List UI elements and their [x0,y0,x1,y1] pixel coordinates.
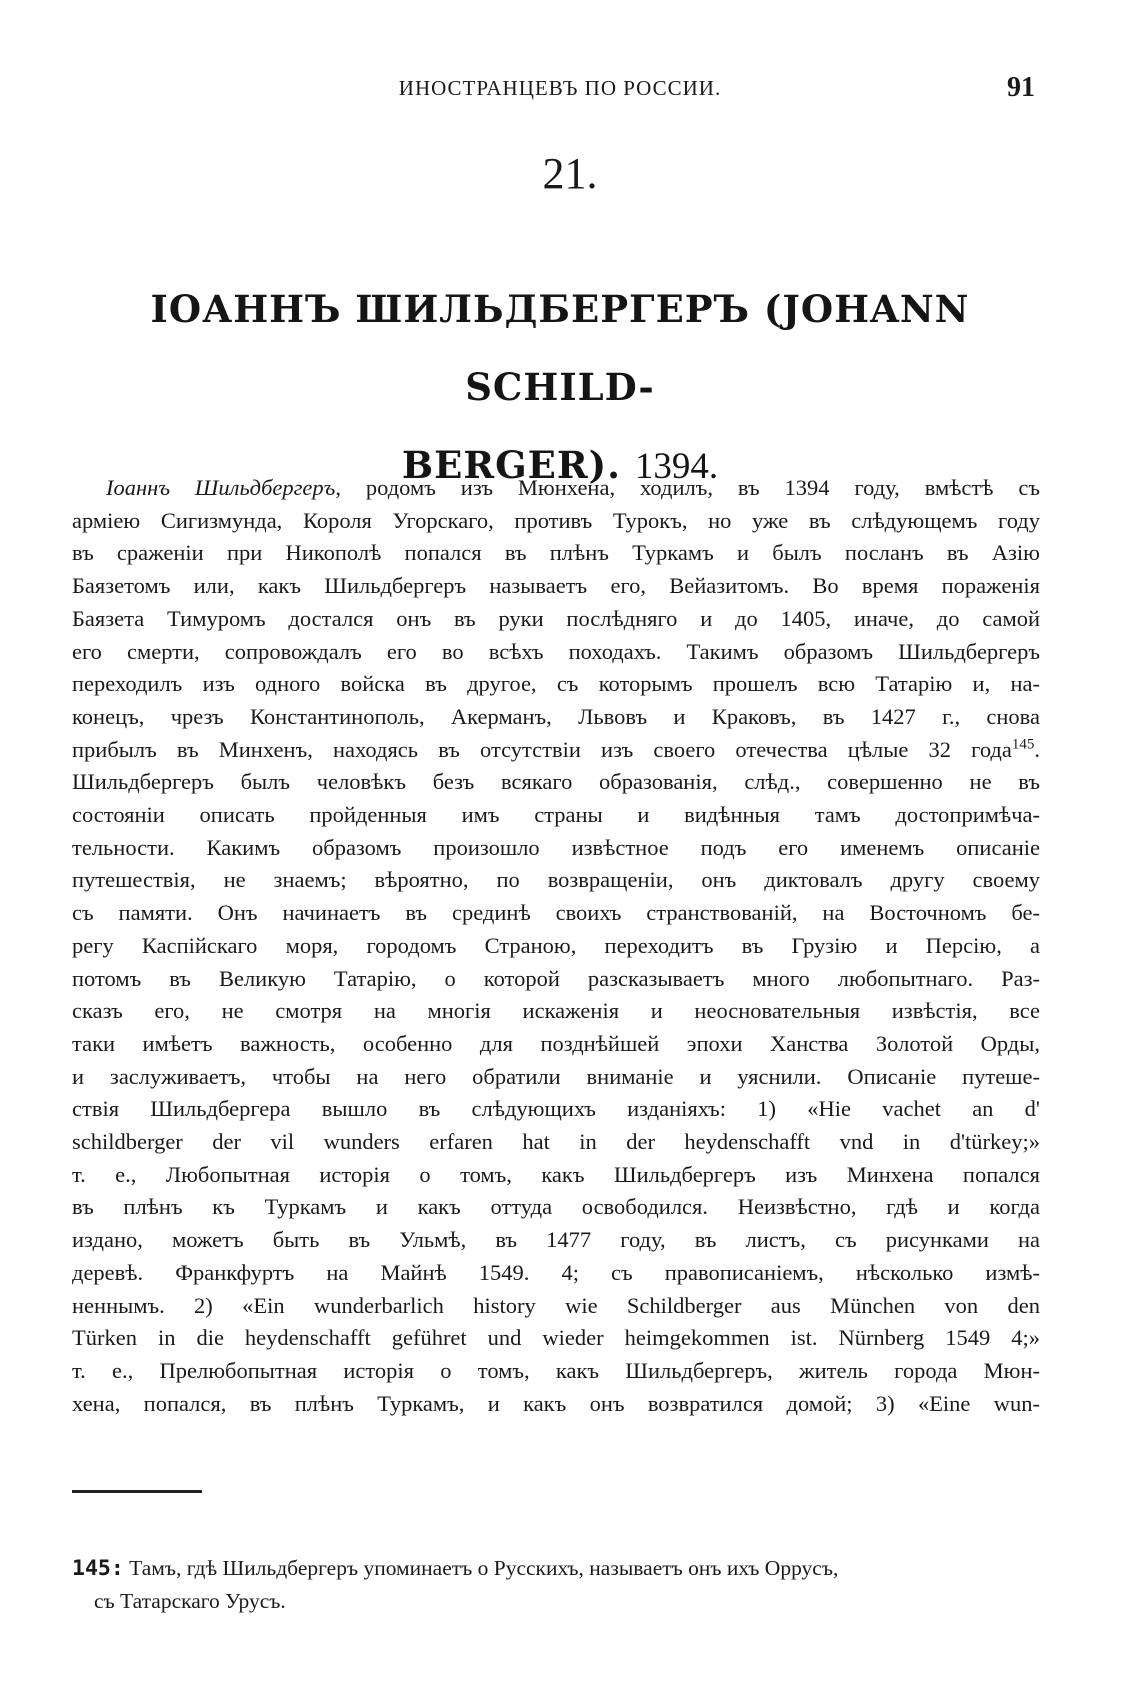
page-number: 91 [1007,72,1035,103]
body-line [72,603,1040,636]
body-text [72,472,1040,1420]
body-line-text: и заслуживаетъ, чтобы на него обратили вниманіе и уяснили. Описаніе путеше- [72,1063,1040,1089]
author-name-italic: Іоаннъ Шильдбергеръ [106,475,336,500]
body-line [72,897,1040,930]
body-line [72,1061,1040,1094]
body-line-text: въ сраженіи при Никополѣ попался въ плѣнъ Туркамъ и былъ посланъ въ Азію [72,540,1040,566]
body-line-text: Türken in die heydenschafft geführet und wieder heimgekommen ist. Nürnberg 1549 4;» [72,1325,1040,1351]
body-line [72,1191,1040,1224]
body-line [72,832,1040,865]
body-line-text: ствія Шильдбергера вышло въ слѣдующихъ изданіяхъ: 1) «Hie vachet an d' [72,1096,1040,1122]
body-line-text: Шильдбергеръ былъ человѣкъ безъ всякаго образованія, слѣд., совершенно не въ [72,769,1040,795]
body-line [72,1224,1040,1257]
body-line-text: съ памяти. Онъ начинаетъ въ срединѣ своихъ странствованій, на Восточномъ бе- [72,900,1040,926]
footnote-reference: 145 [1011,736,1035,753]
body-line [72,1388,1040,1421]
body-line-text: хена, попался, въ плѣнъ Туркамъ, и какъ онъ возвратился домой; 3) «Eine wun- [72,1390,1040,1416]
body-line-punct: . [1034,736,1040,762]
body-line-text: состояніи описать пройденныя имъ страны и видѣнныя тамъ достопримѣча- [72,802,1040,828]
body-line [72,1290,1040,1323]
body-line-text: переходилъ изъ одного войска въ другое, съ которымъ прошелъ всю Татарію и, на- [72,671,1040,697]
body-line-text: потомъ въ Великую Татарію, о которой разсказываетъ много любопытнаго. Раз- [72,965,1040,991]
body-line-text: въ плѣнъ къ Туркамъ и какъ оттуда освободился. Неизвѣстно, гдѣ и когда [72,1194,1040,1220]
body-line [72,930,1040,963]
footnote [72,1552,1040,1618]
body-line [72,799,1040,832]
footnote-rule [72,1490,202,1493]
footnote-line-1 [72,1552,1040,1585]
footnote-mark: 145: [72,1556,124,1581]
body-line-text: Баязетомъ или, какъ Шильдбергеръ называетъ его, Вейазитомъ. Во время пораженія [72,573,1040,599]
body-line-text: издано, можетъ быть въ Ульмѣ, въ 1477 году, въ листъ, съ рисунками на [72,1227,1040,1253]
footnote-text-1: Тамъ, гдѣ Шильдбергеръ упоминаетъ о Русскихъ, называетъ онъ ихъ Оррусъ, [129,1556,839,1580]
running-title: ИНОСТРАНЦЕВЪ ПО РОССИИ. [398,76,722,100]
entry-number: 21. [542,149,598,198]
body-line [72,1257,1040,1290]
body-line [72,505,1040,538]
body-line-text: Баязета Тимуромъ достался онъ въ руки послѣдняго и до 1405, иначе, до самой [72,605,1040,631]
body-line [72,995,1040,1028]
body-line [72,1093,1040,1126]
body-line-text: , родомъ изъ Мюнхена, ходилъ, въ 1394 году, вмѣстѣ съ [335,475,1040,500]
body-line [72,1126,1040,1159]
footnote-line-2: съ Татарскаго Урусъ. [94,1589,286,1613]
body-line [72,1355,1040,1388]
body-line [72,472,1040,505]
heading-line-1: ІОАННЪ ШИЛЬДБЕРГЕРЪ (JOHANN SCHILD- [150,287,970,409]
body-line-text: сказъ его, не смотря на многія искаженія и неосновательныя извѣстія, все [72,998,1040,1024]
body-line [72,1322,1040,1355]
body-line-text: т. е., Любопытная исторія о томъ, какъ Шильдбергеръ изъ Минхена попался [72,1161,1040,1187]
body-line [72,1159,1040,1192]
body-line-text: таки имѣетъ важность, особенно для позднѣйшей эпохи Ханства Золотой Орды, [72,1030,1040,1056]
body-line-text: арміею Сигизмунда, Короля Угорскаго, противъ Турокъ, но уже въ слѣдующемъ году [72,507,1040,533]
body-line-text: schildberger der vil wunders erfaren hat in der heydenschafft vnd in d'türkey;» [72,1129,1040,1155]
body-line [72,963,1040,996]
body-line [72,537,1040,570]
body-line [72,701,1040,734]
heading-name-end: BERGER). [401,443,622,487]
body-line [72,864,1040,897]
body-line [72,1028,1040,1061]
body-line-text: конецъ, чрезъ Константинополь, Акерманъ, Львовъ и Краковъ, въ 1427 г., снова [72,703,1040,729]
body-line-text: тельности. Какимъ образомъ произошло извѣстное подъ его именемъ описаніе [72,834,1040,860]
body-line-text: неннымъ. 2) «Ein wunderbarlich history wie Schildberger aus München von den [72,1292,1040,1318]
body-line-text: деревѣ. Франкфуртъ на Майнѣ 1549. 4; съ правописаніемъ, нѣсколько измѣ- [72,1259,1040,1285]
body-line-text: т. е., Прелюбопытная исторія о томъ, какъ Шильдбергеръ, житель города Мюн- [72,1357,1040,1383]
body-line-text: регу Каспійскаго моря, городомъ Страною, переходитъ въ Грузію и Персію, а [72,932,1040,958]
body-line-text: его смерти, сопровождалъ его во всѣхъ походахъ. Такимъ образомъ Шильдбергеръ [72,638,1040,664]
body-line [72,668,1040,701]
body-line [72,766,1040,799]
body-line [72,734,1040,767]
entry-heading [75,270,1045,506]
body-line [72,570,1040,603]
body-line-text: путешествія, не знаемъ; вѣроятно, по возвращеніи, онъ диктовалъ другу своему [72,867,1040,893]
heading-year: 1394. [634,446,719,487]
body-line-text: прибылъ въ Минхенъ, находясь въ отсутствіи изъ своего отечества цѣлые 32 года [72,736,1012,762]
body-line [72,636,1040,669]
